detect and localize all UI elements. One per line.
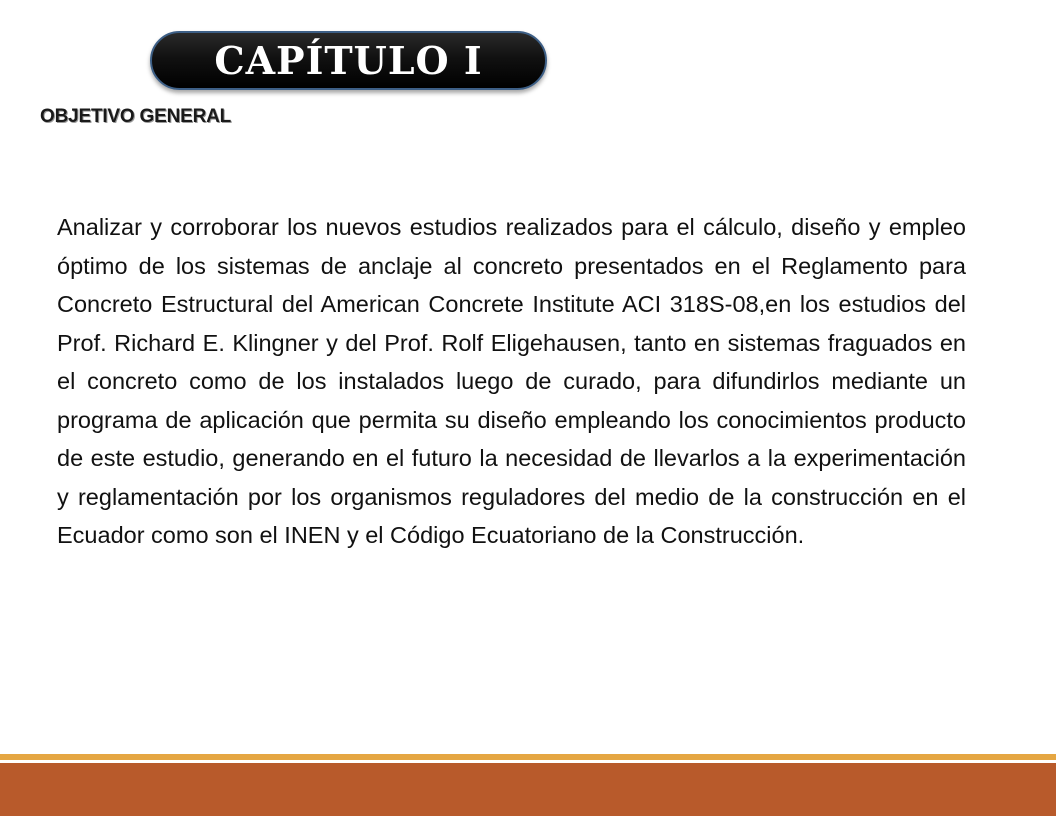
chapter-title: CAPÍTULO I <box>214 37 483 83</box>
footer-bar <box>0 763 1056 816</box>
chapter-banner <box>150 31 547 90</box>
section-label: OBJETIVO GENERAL <box>40 106 232 127</box>
body-paragraph: Analizar y corroborar los nuevos estudios realizados para el cálculo, diseño y empleo óptimo de los sistemas de anclaje al concreto presentados en el Reglamento para Concreto Estructural del American Concrete Institute ACI 318S-08,en los estudios del Prof. Richard E. Klingner y del Prof. Rolf Eligehausen, tanto en sistemas fraguados en el concreto como de los instalados luego de curado, para difundirlos mediante un programa de aplicación que permita su diseño empleando los conocimientos producto de este estudio, generando en el futuro la necesidad de llevarlos a la experimentación y reglamentación por los organismos reguladores del medio de la construcción en el Ecuador como son el INEN y el Código Ecuatoriano de la Construcción. <box>57 214 966 548</box>
footer-accent-bar <box>0 754 1056 760</box>
